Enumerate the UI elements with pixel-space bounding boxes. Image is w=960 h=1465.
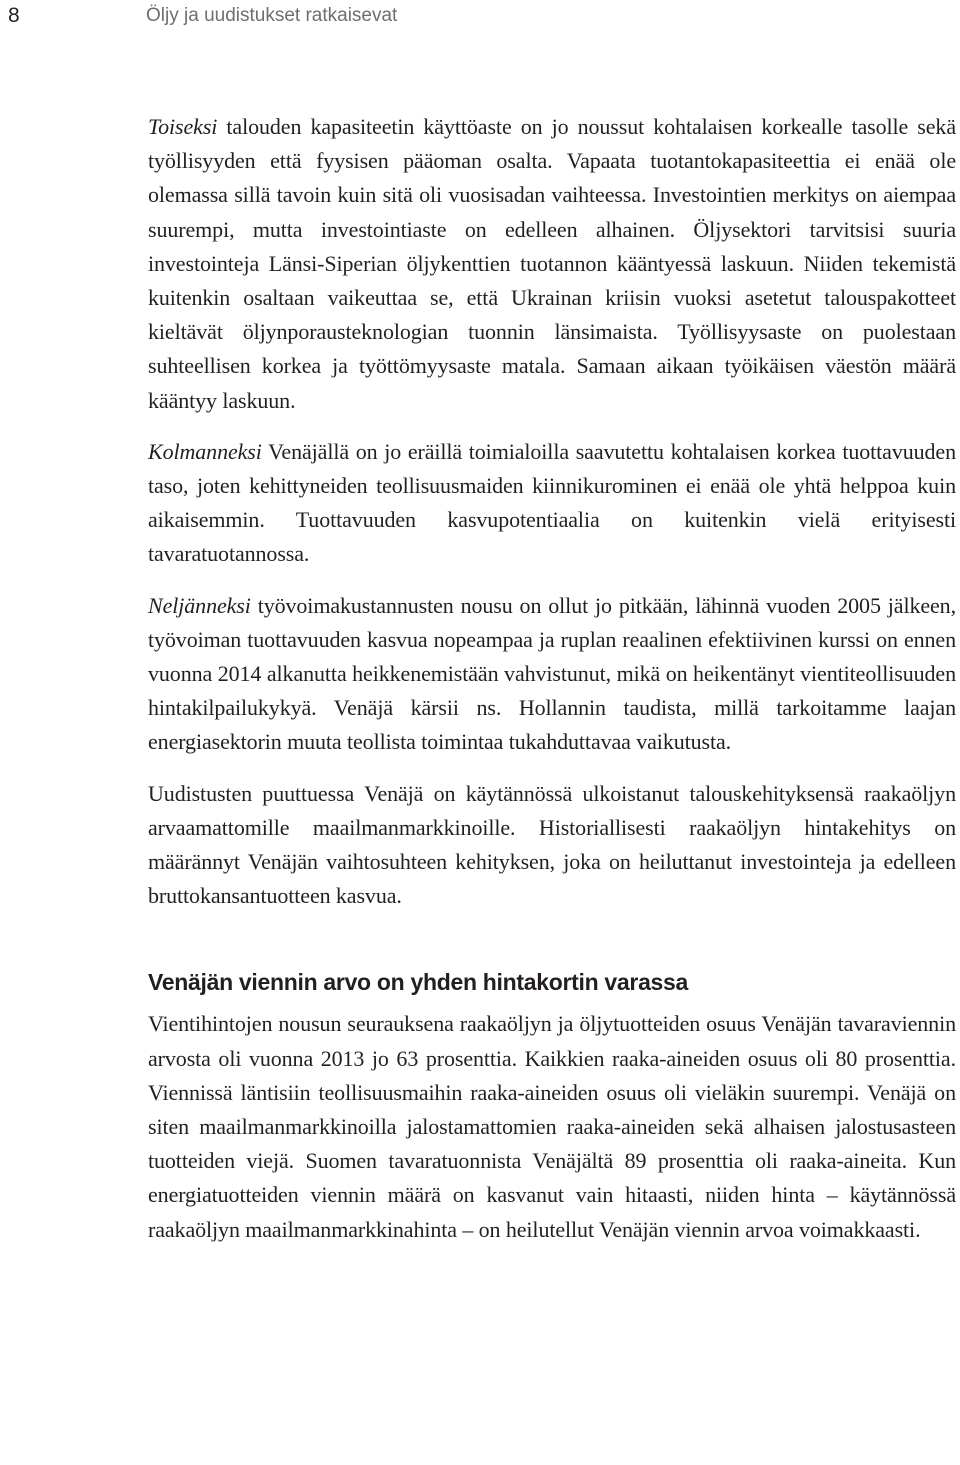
paragraph-text: Venäjällä on jo eräillä toimialoilla saavutettu kohtalaisen korkea tuottavuuden taso, joten kehittyneiden teollisuusmaiden kiinnikurominen ei enää ole yhtä helppoa kuin aikaisemmin. Tuottavuuden kasvupotentiaalia on kuitenkin vielä erityisesti tavaratuotannossa. [148, 438, 956, 567]
paragraph-neljanneksi [148, 589, 956, 760]
paragraph-section-body [148, 1007, 956, 1246]
section-heading: Venäjän viennin arvo on yhden hintakortin varassa [148, 969, 689, 996]
paragraph-kolmanneksi [148, 435, 956, 572]
paragraph-uudistusten [148, 777, 956, 914]
page-number: 8 [8, 4, 20, 27]
paragraph-text: Uudistusten puuttuessa Venäjä on käytännössä ulkoistanut talouskehityksensä raakaöljyn arvaamattomille maailmanmarkkinoille. Historiallisesti raakaöljyn hintakehitys on määrännyt Venäjän vaihtosuhteen kehityksen, joka on heiluttanut investointeja ja edelleen bruttokansantuotteen kasvua. [148, 780, 956, 909]
paragraph-text: työvoimakustannusten nousu on ollut jo pitkään, lähinnä vuoden 2005 jälkeen, työvoiman tuottavuuden kasvua nopeampaa ja ruplan reaalinen efektiivinen kurssi on ennen vuonna 2014 alkanutta heikkenemistään vahvistunut, mikä on heikentänyt vientiteollisuuden hintakilpailukykyä. Venäjä kärsii ns. Hollannin taudista, millä tarkoitamme laajan energiasektorin muuta teollista toimintaa tukahduttavaa vaikutusta. [148, 592, 956, 755]
paragraph-lead: Kolmanneksi [148, 438, 262, 464]
paragraph-toiseksi [148, 110, 956, 418]
paragraph-lead: Neljänneksi [148, 592, 251, 618]
paragraph-text: talouden kapasiteetin käyttöaste on jo noussut kohtalaisen korkealle tasolle sekä työllisyyden että fyysisen pääoman osalta. Vapaata tuotantokapasiteettia ei enää ole olemassa sillä tavoin kuin sitä oli vuosisadan vaihteessa. Investointien merkitys on aiempaa suurempi, mutta investointiaste on edelleen alhainen. Öljysektori tarvitsisi suuria investointeja Länsi-Siperian öljykenttien tuotannon kääntyessä laskuun. Niiden tekemistä kuitenkin osaltaan vaikeuttaa se, että Ukrainan kriisin vuoksi asetetut talouspakotteet kieltävät öljynporausteknologian tuonnin länsimaista. Työllisyysaste on puolestaan suhteellisen korkea ja työttömyysaste matala. Samaan aikaan työikäisen väestön määrä kääntyy laskuun. [148, 114, 956, 413]
body-text [148, 110, 956, 1264]
running-header: Öljy ja uudistukset ratkaisevat [146, 5, 398, 26]
paragraph-lead: Toiseksi [148, 114, 218, 139]
paragraph-text: Vientihintojen nousun seurauksena raakaöljyn ja öljytuotteiden osuus Venäjän tavaraviennin arvosta oli vuonna 2013 jo 63 prosenttia. Kaikkien raaka-aineiden osuus oli 80 prosenttia. Viennissä läntisiin teollisuusmaihin raaka-aineiden osuus oli vieläkin suurempi. Venäjä on siten maailmanmarkkinoilla jalostamattomien raaka-aineiden sekä alhaisen jalostusasteen tuotteiden viejä. Suomen tavaratuonnista Venäjältä 89 prosenttia oli raaka-aineita. Kun energiatuotteiden viennin määrä on kasvanut vain hitaasti, niiden hinta – käytännössä raakaöljyn maailmanmarkkinahinta – on heilutellut Venäjän viennin arvoa voimakkaasti. [148, 1011, 956, 1242]
